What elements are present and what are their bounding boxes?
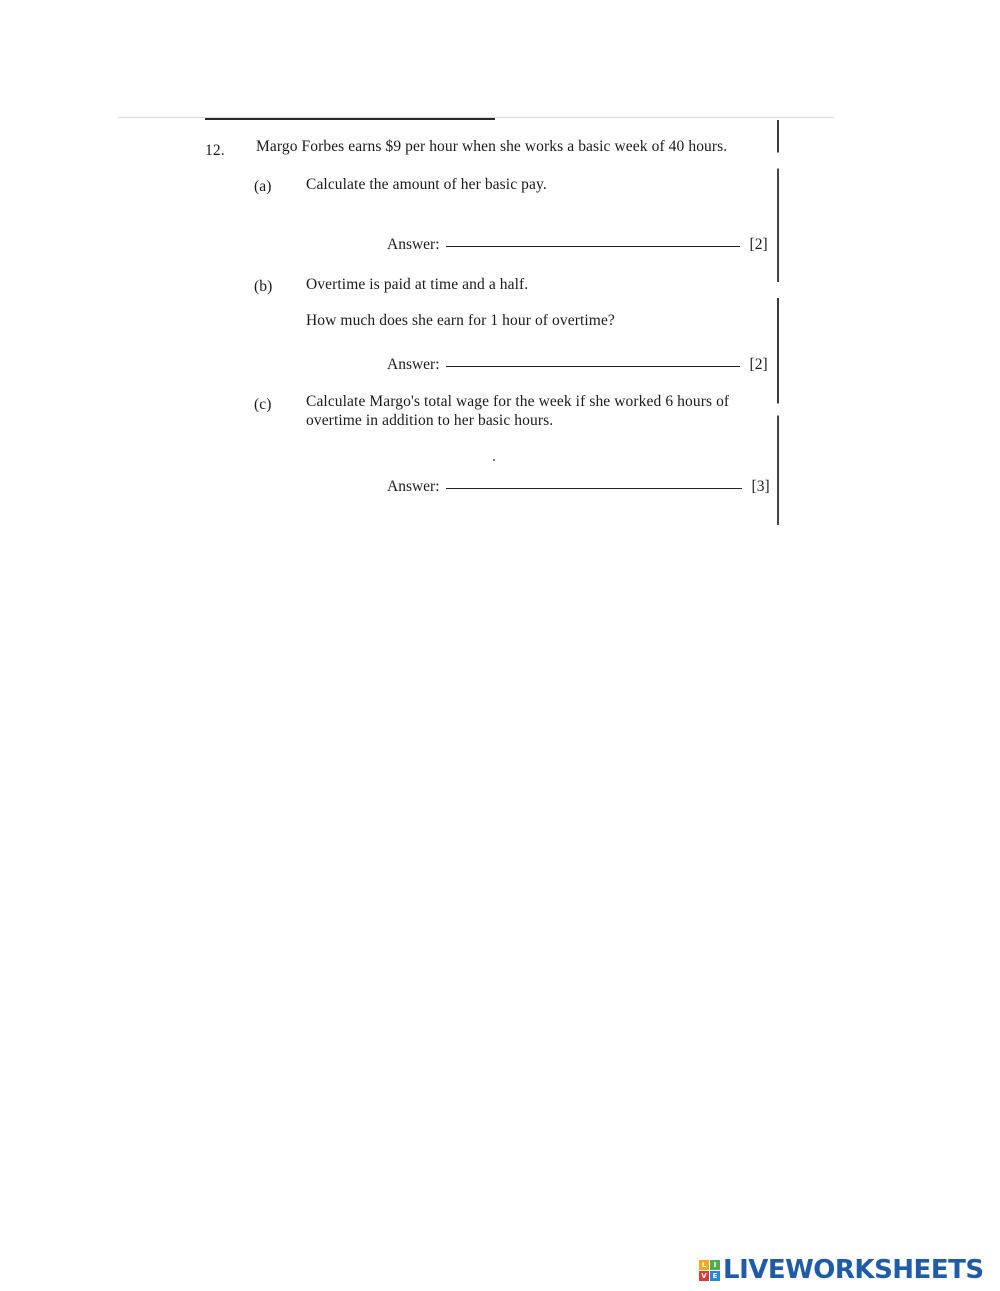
liveworksheets-brand: [699, 1255, 984, 1285]
liveworksheets-logo-icon: [699, 1260, 720, 1281]
part-b-label: (b): [254, 278, 273, 295]
scan-speck: [493, 459, 495, 461]
part-c-answer-label: Answer:: [387, 478, 440, 495]
logo-cell-v: V: [699, 1271, 709, 1281]
part-c-answer-blank[interactable]: [446, 487, 742, 489]
question-stem: Margo Forbes earns $9 per hour when she works a basic week of 40 hours.: [256, 138, 728, 155]
liveworksheets-wordmark: LIVEWORKSHEETS: [723, 1255, 984, 1285]
part-b-text-line-1: Overtime is paid at time and a half.: [306, 276, 529, 293]
logo-cell-e: E: [710, 1271, 720, 1281]
part-c-marks: [3]: [751, 478, 770, 495]
part-b-answer-row: [387, 356, 768, 374]
part-a-answer-label: Answer:: [387, 236, 440, 253]
part-a-answer-blank[interactable]: [446, 245, 740, 247]
part-b-text-line-2: How much does she earn for 1 hour of overtime?: [306, 312, 615, 329]
scan-right-edge: [777, 120, 779, 525]
part-a-text: Calculate the amount of her basic pay.: [306, 176, 547, 193]
part-c-label: (c): [254, 396, 272, 413]
part-c-text-line-2: overtime in addition to her basic hours.: [306, 412, 554, 429]
logo-cell-l: L: [699, 1260, 709, 1270]
part-a-marks: [2]: [749, 236, 768, 253]
part-a-label: (a): [254, 178, 272, 195]
logo-cell-i: I: [710, 1260, 720, 1270]
scan-top-rule: [205, 118, 495, 120]
part-b-answer-label: Answer:: [387, 356, 440, 373]
part-c-text-line-1: Calculate Margo's total wage for the week if she worked 6 hours of: [306, 393, 730, 410]
part-b-answer-blank[interactable]: [446, 365, 740, 367]
part-b-marks: [2]: [749, 356, 768, 373]
question-number: 12.: [205, 142, 225, 159]
part-a-answer-row: [387, 236, 768, 254]
part-c-answer-row: [387, 478, 770, 496]
